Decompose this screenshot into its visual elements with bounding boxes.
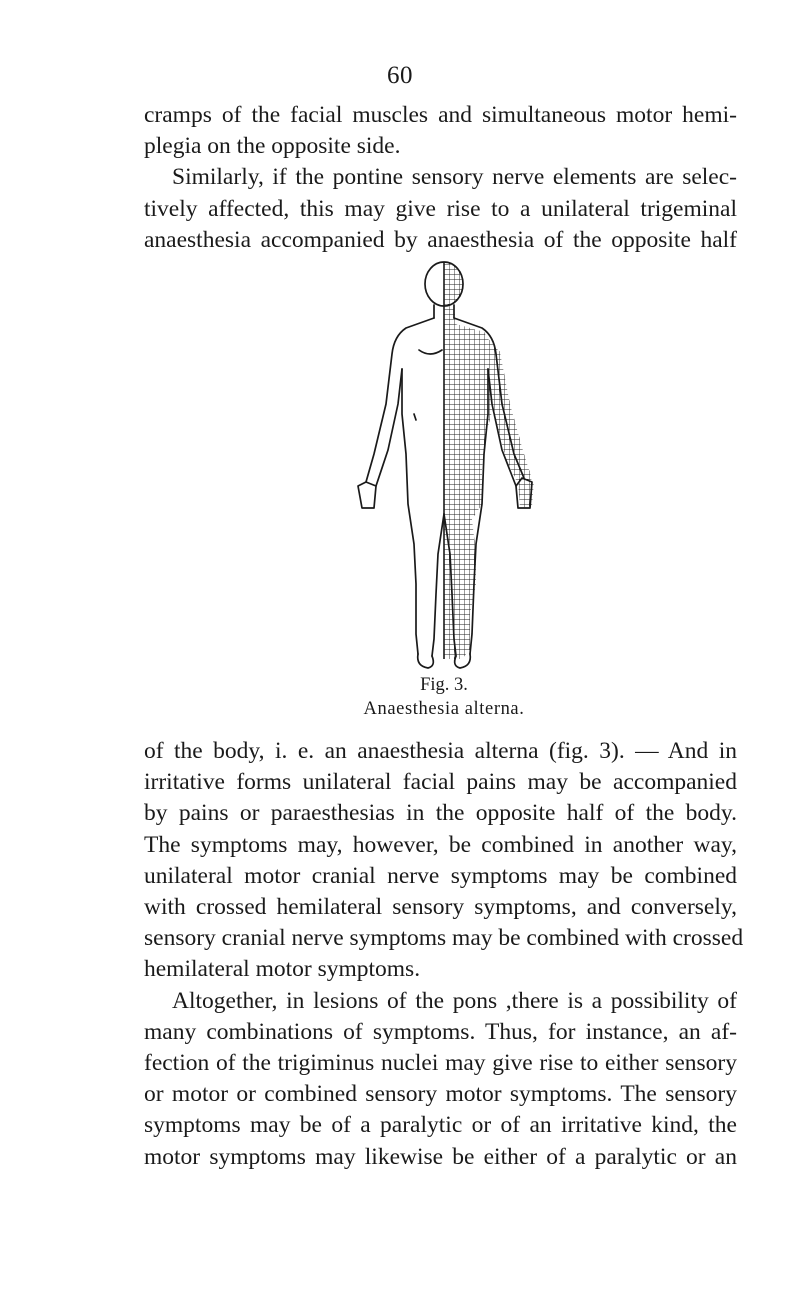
text-line: many combinations of symptoms. Thus, for instance, an af-: [144, 1018, 737, 1045]
text-line: The symptoms may, however, be combined in another way,: [144, 831, 737, 858]
page-number: 60: [387, 62, 413, 89]
text-line: tively affected, this may give rise to a unilateral trigeminal: [144, 195, 737, 222]
text-line: cramps of the facial muscles and simultaneous motor hemi-: [144, 102, 737, 128]
text-line: symptoms may be of a paralytic or of an irritative kind, the: [144, 1112, 737, 1139]
text-line: Similarly, if the pontine sensory nerve elements are selec-: [172, 164, 737, 191]
hatched-region: [425, 262, 534, 659]
text-line: hemilateral motor symptoms.: [144, 956, 421, 983]
text-line: motor symptoms may likewise be either of a paralytic or an: [144, 1143, 737, 1170]
text-line: sensory cranial nerve symptoms may be combined with crossed: [144, 925, 744, 952]
text-line: anaesthesia accompanied by anaesthesia of the opposite half: [144, 226, 737, 253]
figure-body-diagram: [344, 254, 544, 674]
body-text-top: [144, 100, 737, 256]
text-line: of the body, i. e. an anaesthesia alterna (fig. 3). — And in: [144, 738, 737, 764]
text-line: Altogether, in lesions of the pons ,there is a possibility of: [172, 987, 737, 1014]
text-line: by pains or paraesthesias in the opposite half of the body.: [144, 800, 737, 827]
body-text-bottom: [144, 736, 744, 1173]
text-line: plegia on the opposite side.: [144, 133, 401, 160]
text-line: or motor or combined sensory motor symptoms. The sensory: [144, 1081, 737, 1108]
figure-title: Anaesthesia alterna.: [363, 699, 525, 719]
text-line: with crossed hemilateral sensory symptoms, and conversely,: [144, 894, 737, 921]
text-line: fection of the trigiminus nuclei may give rise to either sensory: [144, 1050, 737, 1077]
text-line: irritative forms unilateral facial pains may be accompanied: [144, 769, 737, 796]
text-line: unilateral motor cranial nerve symptoms may be combined: [144, 862, 737, 889]
figure-label: Fig. 3.: [420, 675, 468, 695]
